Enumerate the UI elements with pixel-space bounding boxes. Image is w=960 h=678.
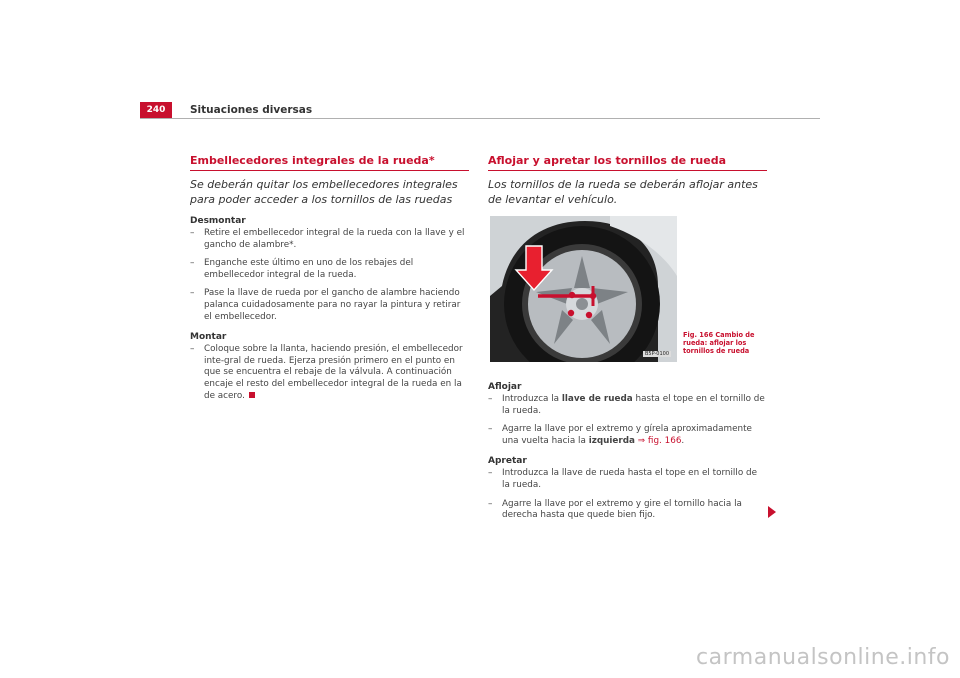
subheading-aflojar: Aflojar — [488, 382, 522, 392]
section-end-mark — [249, 392, 255, 398]
list-item: – Pase la llave de rueda por el gancho de alambre haciendo palanca cuidadosamente para no rayar la pintura y retirar el embellecedor. — [190, 288, 461, 322]
list-item: – Introduzca la llave de rueda hasta el tope en el tornillo de la rueda. — [488, 394, 765, 416]
figure-reference-link[interactable]: ⇒ fig. 166 — [637, 435, 682, 446]
figure-wheel-wrench — [490, 216, 677, 362]
subheading-desmontar: Desmontar — [190, 216, 246, 226]
header-title: Situaciones diversas — [190, 104, 313, 116]
subheading-montar: Montar — [190, 332, 227, 343]
list-item: – Retire el embellecedor integral de la rueda con la llave y el gancho de alambre*. — [190, 228, 465, 250]
section-subtitle-tornillos: Los tornillos de la rueda se deberán aflojar antes de levantar el vehículo. — [488, 178, 758, 206]
figure-caption: Fig. 166 Cambio de rueda: aflojar los tornillos de rueda — [683, 331, 755, 356]
left-column — [190, 154, 469, 409]
figure-code: B5P-0100 — [644, 351, 669, 357]
section-title-embellecedores: Embellecedores integrales de la rueda* — [190, 154, 469, 171]
section-subtitle-embellecedores: Se deberán quitar los embellecedores integrales para poder acceder a los tornillos de las ruedas — [190, 178, 458, 206]
page-number: 240 — [140, 102, 172, 118]
watermark: carmanualsonline.info — [696, 645, 950, 670]
list-item: – Agarre la llave por el extremo y gire el tornillo hacia la derecha hasta que quede bien fijo. — [488, 498, 742, 521]
wheel-illustration — [490, 216, 677, 362]
continue-arrow-icon — [768, 506, 776, 518]
list-item: – Agarre la llave por el extremo y gírela aproximadamente una vuelta hacia la izquierda ⇒ fig. 166. — [488, 424, 752, 446]
list-item: – Introduzca la llave de rueda hasta el tope en el tornillo de la rueda. — [488, 468, 757, 490]
subheading-apretar: Apretar — [488, 456, 527, 467]
list-item: – Enganche este último en uno de los rebajes del embellecedor integral de la rueda. — [190, 258, 414, 280]
header-rule — [140, 118, 820, 119]
section-title-tornillos: Aflojar y apretar los tornillos de rueda — [488, 154, 767, 171]
list-item: – Coloque sobre la llanta, haciendo presión, el embellecedor inte-gral de rueda. Ejerza presión primero en el punto en que se encuentra el rebaje de la válvula. A continuación encaje el resto del embellecedor integral de la rueda en la de acero. — [190, 344, 463, 401]
